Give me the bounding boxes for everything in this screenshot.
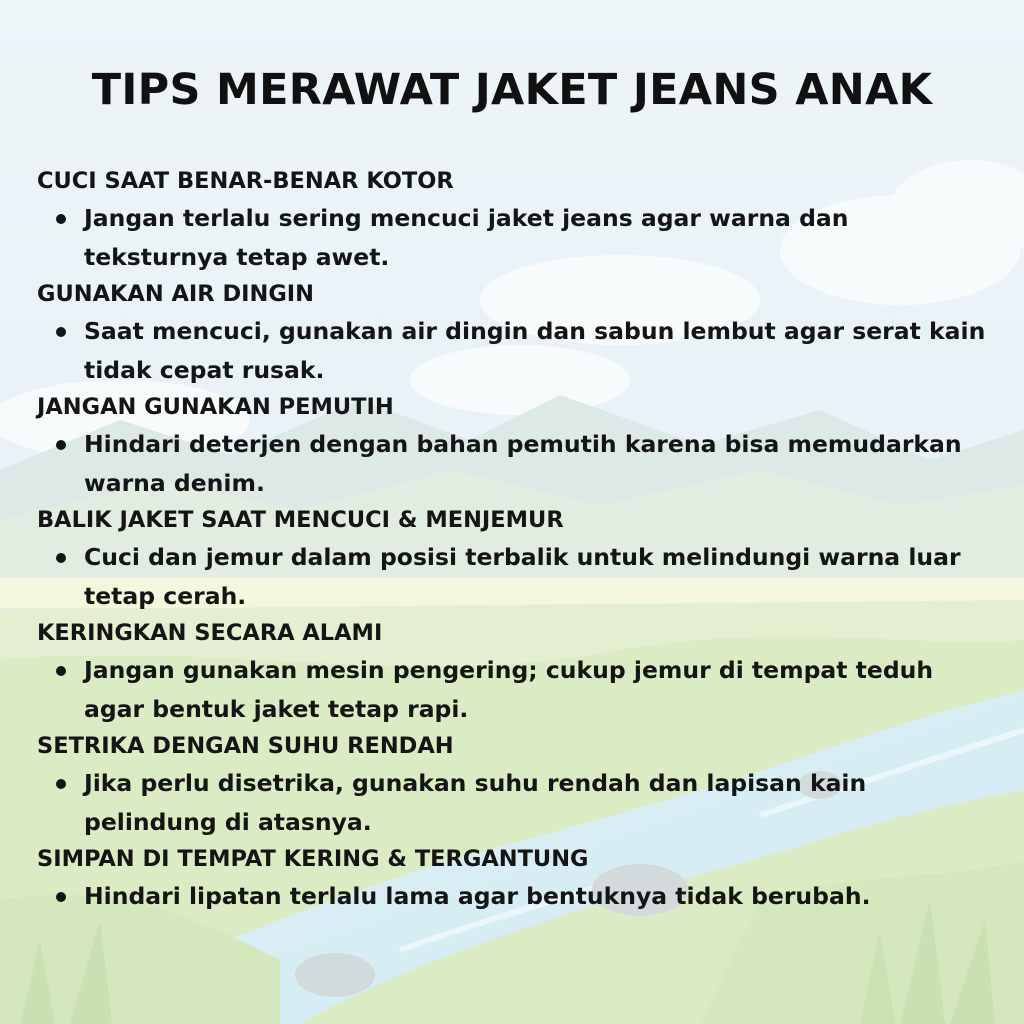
tip-text: Cuci dan jemur dalam posisi terbalik untuk melindungi warna luar tetap cerah. (84, 543, 961, 610)
tip-body (37, 425, 999, 503)
tip-text: Jangan terlalu sering mencuci jaket jeans agar warna dan teksturnya tetap awet. (84, 204, 849, 271)
bullet-icon (56, 779, 66, 789)
tip-item (37, 164, 997, 277)
bullet-icon (56, 666, 66, 676)
tip-body (37, 312, 999, 390)
tips-list (37, 164, 997, 916)
tip-heading: GUNAKAN AIR DINGIN (37, 281, 314, 307)
tip-item (37, 503, 997, 616)
tip-item (37, 842, 997, 916)
bullet-icon (56, 892, 66, 902)
tip-item (37, 616, 997, 729)
tip-heading: SIMPAN DI TEMPAT KERING & TERGANTUNG (37, 846, 589, 872)
tip-item (37, 390, 997, 503)
tip-item (37, 277, 997, 390)
tip-heading: SETRIKA DENGAN SUHU RENDAH (37, 733, 454, 759)
bullet-icon (56, 214, 66, 224)
tip-item (37, 729, 997, 842)
tip-body (37, 199, 999, 277)
tip-heading: BALIK JAKET SAAT MENCUCI & MENJEMUR (37, 507, 564, 533)
tip-text: Saat mencuci, gunakan air dingin dan sabun lembut agar serat kain tidak cepat rusak. (84, 317, 986, 384)
tip-text: Hindari lipatan terlalu lama agar bentuknya tidak berubah. (84, 882, 871, 910)
bullet-icon (56, 327, 66, 337)
page-title: TIPS MERAWAT JAKET JEANS ANAK (91, 65, 933, 115)
bullet-icon (56, 440, 66, 450)
tip-body (37, 538, 999, 616)
bullet-icon (56, 553, 66, 563)
tip-text: Jangan gunakan mesin pengering; cukup jemur di tempat teduh agar bentuk jaket tetap rapi. (84, 656, 934, 723)
tip-text: Jika perlu disetrika, gunakan suhu rendah dan lapisan kain pelindung di atasnya. (84, 769, 867, 836)
tip-heading: CUCI SAAT BENAR-BENAR KOTOR (37, 168, 454, 194)
tip-heading: JANGAN GUNAKAN PEMUTIH (37, 394, 394, 420)
tip-body (37, 877, 999, 916)
tip-heading: KERINGKAN SECARA ALAMI (37, 620, 383, 646)
tip-body (37, 764, 999, 842)
tip-text: Hindari deterjen dengan bahan pemutih karena bisa memudarkan warna denim. (84, 430, 962, 497)
tip-body (37, 651, 999, 729)
